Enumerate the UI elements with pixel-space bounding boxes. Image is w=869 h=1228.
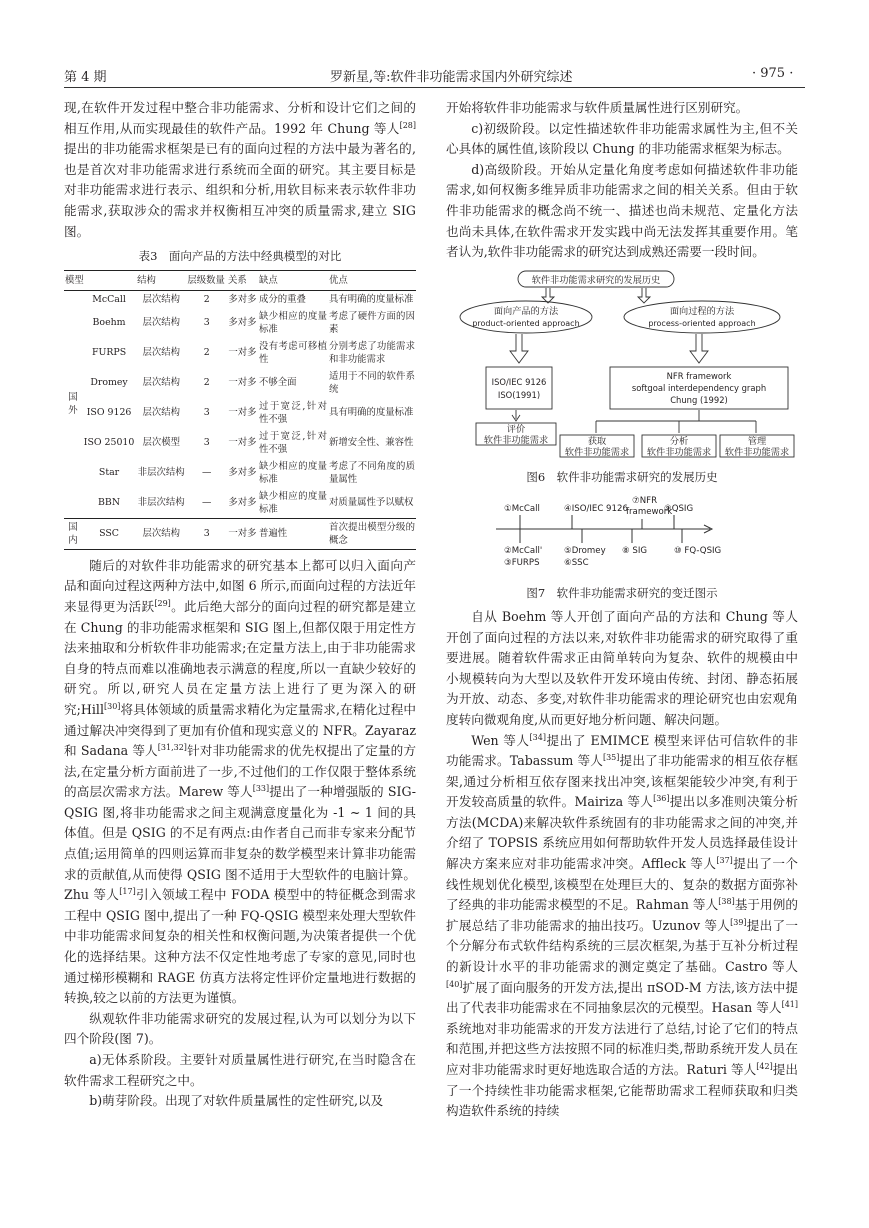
paragraph: c)初级阶段。以定性描述软件非功能需求属性为主,但不关心具体的属性值,该阶段以 Chung 的非功能需求框架为标志。 [446,120,798,157]
table-cell: 过于宽泛,针对性不强 [259,430,327,455]
table-cell: FURPS [91,347,127,359]
paragraph: d)高级阶段。开始从定量化角度考虑如何描述软件非功能需求,如何权衡多维异质非功能需求之间的相关关系。但由于软件非功能需求的概念尚不统一、描述也尚未规范、定量化方法也尚未具体,在软件需求开发实践中尚无法发挥其重要作用。笔者认为,软件非功能需求的研究达到成熟还需要一段时间。 [446,161,798,260]
fig7-label-5: ⑤Dromey [564,546,606,557]
table-cell: 分别考虑了功能需求和非功能需求 [329,340,415,365]
region-domestic: 国内 [64,518,82,549]
table-cell: 缺少相应的度量标准 [259,460,327,485]
table-cell: 一对多 [228,347,257,359]
fig6-nfr-1: NFR framework [666,370,732,381]
table-cell: Boehm [92,317,126,329]
fig6-analysis-1: 分析 [669,435,689,447]
table-header: 结构 [136,270,186,290]
fig6-product-en: product-oriented approach [472,318,580,328]
fig7-label-2: ②McCall' [504,546,543,557]
fig7-label-6: ⑥SSC [564,558,589,569]
paragraph: Wen 等人[34]提出了 EMIMCE 模型来评估可信软件的非功能需求。Tabassum 等人[35]提出了非功能需求的相互依存框架,通过分析相互依存图来找出冲突,该框架能较少冲突,有利于开发较高质量的软件。Mairiza 等人[36]提出以多准则决策分析方法(MCDA)来解决软件系统固有的非功能需求之间的冲突,并介绍了 TOPSIS 系统应用如何帮助软件开发人员选择最佳设计解决方案来应对非功能需求冲突。Affleck 等人[37]提出了一个线性规划优化模型,该模型在处理巨大的、复杂的数据方面弥补了经典的非功能需求模型的不足。Rahman 等人[38]基于用例的扩展总结了非功能需求的抽出技巧。Uzunov 等人[39]提出了一个分解分布式软件结构系统的三层次框架,为基于互补分析过程的新设计水平的非功能需求的测定奠定了基础。Castro 等人[40]扩展了面向服务的开发方法,提出 πSOD-M 方法,该方法中提出了代表非功能需求在不同抽象层次的元模型。Hasan 等人[41]系统地对非功能需求的开发方法进行了总结,讨论了它们的特点和范围,并把这些方法按照不同的标准归类,帮助系统开发人员在应对非功能需求时更好地选取合适的方法。Raturi 等人[42]提出了一个持续性非功能需求框架,它能帮助需求工程师获取和归类构造软件系统的持续 [446,732,799,1119]
table-cell: 过于宽泛,针对性不强 [259,400,327,425]
table-cell: — [201,497,212,509]
fig7-label-9: ⑨QSIG [664,504,694,515]
table-cell: 3 [203,437,210,449]
table-cell: 一对多 [228,377,257,389]
journal-issue: 第 4 期 [64,70,107,85]
table-cell: 多对多 [228,293,257,305]
table-cell: 对质量属性予以赋权 [329,497,414,509]
fig6-process-en: process-oriented approach [648,318,756,328]
table-cell: 3 [203,407,210,419]
fig6-process-cn: 面向过程的方法 [669,305,735,317]
fig7-label-1: ①McCall [504,504,540,515]
table-cell: SSC [82,518,136,549]
table-row [64,428,416,458]
table-cell: 一对多 [227,518,258,549]
paragraph: a)无体系阶段。主要针对质量属性进行研究,在当时隐含在软件需求工程研究之中。 [64,1052,416,1088]
table-cell: 具有明确的度量标准 [329,293,414,305]
table-row [64,368,416,398]
table-cell: 2 [203,347,210,359]
figure-7-caption: 图7 软件非功能需求研究的变迁图示 [526,586,718,601]
table-cell: ISO 25010 [83,437,135,449]
table-cell: 层次结构 [142,293,180,305]
fig6-analysis-2: 软件非功能需求 [646,446,712,458]
table-cell: 3 [203,317,210,329]
table-cell: 层次结构 [136,518,186,549]
table-cell: 不够全面 [259,377,297,389]
table-header: 缺点 [258,270,328,290]
table-cell: 一对多 [228,407,257,419]
fig7-label-3: ③FURPS [504,558,540,569]
table-cell: 缺少相应的度量标准 [259,310,327,335]
table-row [64,488,416,519]
table-cell: 3 [186,518,227,549]
region-foreign: 国外 [68,392,78,417]
table-cell: 2 [203,293,210,305]
table-cell: 普遍性 [258,518,328,549]
fig7-label-7b: framework [626,507,673,518]
paragraph: 随后的对软件非功能需求的研究基本上都可以归入面向产品和面向过程这两种方法中,如图 6 所示,而面向过程的方法近年来显得更为活跃[29]。此后绝大部分的面向过程的研究都是建立在 Chung 的非功能需求框架和 SIG 图上,但都仅限于用定性方法来抽取和分析软件非功能需求;在定量方法上,由于非功能需求自身的特点而难以准确地表示满意的程度,所以一直缺少较好的研究。所以,研究人员在定量方法上进行了更为深入的研究;Hill[30]将具体领域的质量需求精化为定量需求,在精化过程中通过解决冲突得到了更加有价值和现实意义的 NFR。Zayaraz 和 Sadana 等人[31,32]针对非功能需求的优先权提出了定量的方法,在定量分析方面前进了一步,不过他们的工作仅限于整体系统的高层次需求方法。Marew 等人[33]提出了一种增强版的 SIG-QSIG 图,将非功能需求之间主观满意度量化为 -1 ~ 1 间的具体值。但是 QSIG 的不足有两点:由作者自己而非专家来分配节点值;运用简单的四则运算而非复杂的数学模型来计算非功能需求的贡献值,从而使得 QSIG 图不适用于大型软件的电脑计算。Zhu 等人[17]引入领域工程中 FODA 模型中的特征概念到需求工程中 QSIG 图中,提出了一种 FQ-QSIG 模型来处理大型软件中非功能需求间复杂的相关性和权衡问题,为决策者提供一个优化的选择结果。这种方法不仅定性地考虑了专家的意见,同时也通过梯形模糊和 RAGE 仿真方法将定性评价定量地进行数据的转换,较之以前的方法更为谨慎。 [64,557,417,1006]
table-cell: 多对多 [228,467,257,479]
table-cell: BBN [98,497,121,509]
table-row [64,290,416,308]
table-cell: 没有考虑可移植性 [259,340,327,365]
table-cell: 适用于不同的软件系统 [329,370,415,395]
table-cell: 层次结构 [142,407,180,419]
running-title: 罗新星,等:软件非功能需求国内外研究综述 [330,70,573,85]
fig6-eval-2: 软件非功能需求 [483,434,549,446]
table-row [64,398,416,428]
header-rule [64,87,805,88]
fig6-iso-2: ISO(1991) [497,389,541,400]
table-cell: 一对多 [228,437,257,449]
paragraph: b)萌芽阶段。出现了对软件质量属性的定性研究,以及 [89,1093,384,1109]
fig7-label-8: ⑧ SIG [622,546,648,557]
page-number: · 975 · [752,66,794,81]
paragraph: 现,在软件开发过程中整合非功能需求、分析和设计它们之间的相互作用,从而实现最佳的软件产品。1992 年 Chung 等人[28]提出的非功能需求框架是已有的面向过程的方法中最为著名的,也是首次对非功能需求进行系统而全面的研究。其主要目标是对非功能需求进行表示、组织和分析,用软目标来表示软件非功能需求,获取涉众的需求并权衡相互冲突的质量需求,建立 SIG 图。 [64,100,416,239]
table-cell: 缺少相应的度量标准 [259,490,327,515]
right-column [446,98,798,1122]
left-column [64,98,416,1112]
fig6-manage-1: 管理 [747,435,767,447]
table-cell: 层次结构 [142,377,180,389]
table-cell: 新增安全性、兼容性 [329,437,414,449]
table-cell: 多对多 [228,317,257,329]
table-cell: Dromey [90,377,128,389]
table-cell: — [201,467,212,479]
fig7-label-10: ⑩ FQ-QSIG [674,546,722,557]
fig6-manage-2: 软件非功能需求 [724,446,790,458]
fig6-nfr-3: Chung (1992) [670,394,728,405]
fig6-get-2: 软件非功能需求 [564,446,630,458]
table-cell: 首次提出模型分级的概念 [328,518,416,549]
figure-7-timeline [446,493,798,579]
paragraph: 纵观软件非功能需求研究的发展过程,认为可以划分为以下四个阶段(图 7)。 [64,1010,416,1047]
table-row [64,518,416,549]
fig6-get-1: 获取 [587,435,607,447]
table-cell: 层次模型 [142,437,180,449]
table-header: 模型 [64,270,136,290]
table-header: 层级数量 [186,270,227,290]
table-cell: 多对多 [228,497,257,509]
fig6-root: 软件非功能需求研究的发展历史 [531,274,661,286]
fig6-nfr-2: softgoal interdependency graph [631,382,767,393]
fig6-iso-1: ISO/IEC 9126 [491,376,547,387]
fig6-product-cn: 面向产品的方法 [493,305,559,317]
table-cell: 非层次结构 [137,497,185,509]
table-row [64,458,416,488]
table-cell: Star [98,467,120,479]
fig7-label-7a: ⑦NFR [632,496,658,507]
table-cell: ISO 9126 [86,407,132,419]
table-caption: 表3 面向产品的方法中经典模型的对比 [138,249,342,264]
table-cell: 考虑了不同角度的质量属性 [329,460,415,485]
table-cell: 具有明确的度量标准 [329,407,414,419]
table-cell: 2 [203,377,210,389]
fig7-label-4: ④ISO/IEC 9126 [564,504,628,515]
table-cell: 成分的重叠 [259,293,306,305]
paragraph: 开始将软件非功能需求与软件质量属性进行区别研究。 [446,100,749,115]
paragraph: 自从 Boehm 等人开创了面向产品的方法和 Chung 等人开创了面向过程的方法以来,对软件非功能需求的研究取得了重要进展。随着软件需求正由简单转向为复杂、软件的规模由中小规模转向为大型以及软件开发环境由传统、封闭、静态拓展为开放、动态、多变,对软件非功能需求的理论研究也由宏观角度转向微观角度,从而更好地分析问题、解决问题。 [446,608,798,727]
model-comparison-table [64,270,416,550]
table-header: 关系 [227,270,258,290]
figure-6-caption: 图6 软件非功能需求研究的发展历史 [526,469,718,484]
table-row [64,308,416,338]
figure-6-diagram [446,269,798,463]
table-row [64,338,416,368]
table-cell: McCall [92,293,126,305]
table-cell: 层次结构 [142,317,180,329]
table-header: 优点 [328,270,416,290]
table-cell: 考虑了硬件方面的因素 [329,310,415,335]
fig6-eval-1: 评价 [506,423,526,435]
table-cell: 层次结构 [142,347,180,359]
table-cell: 非层次结构 [137,467,185,479]
